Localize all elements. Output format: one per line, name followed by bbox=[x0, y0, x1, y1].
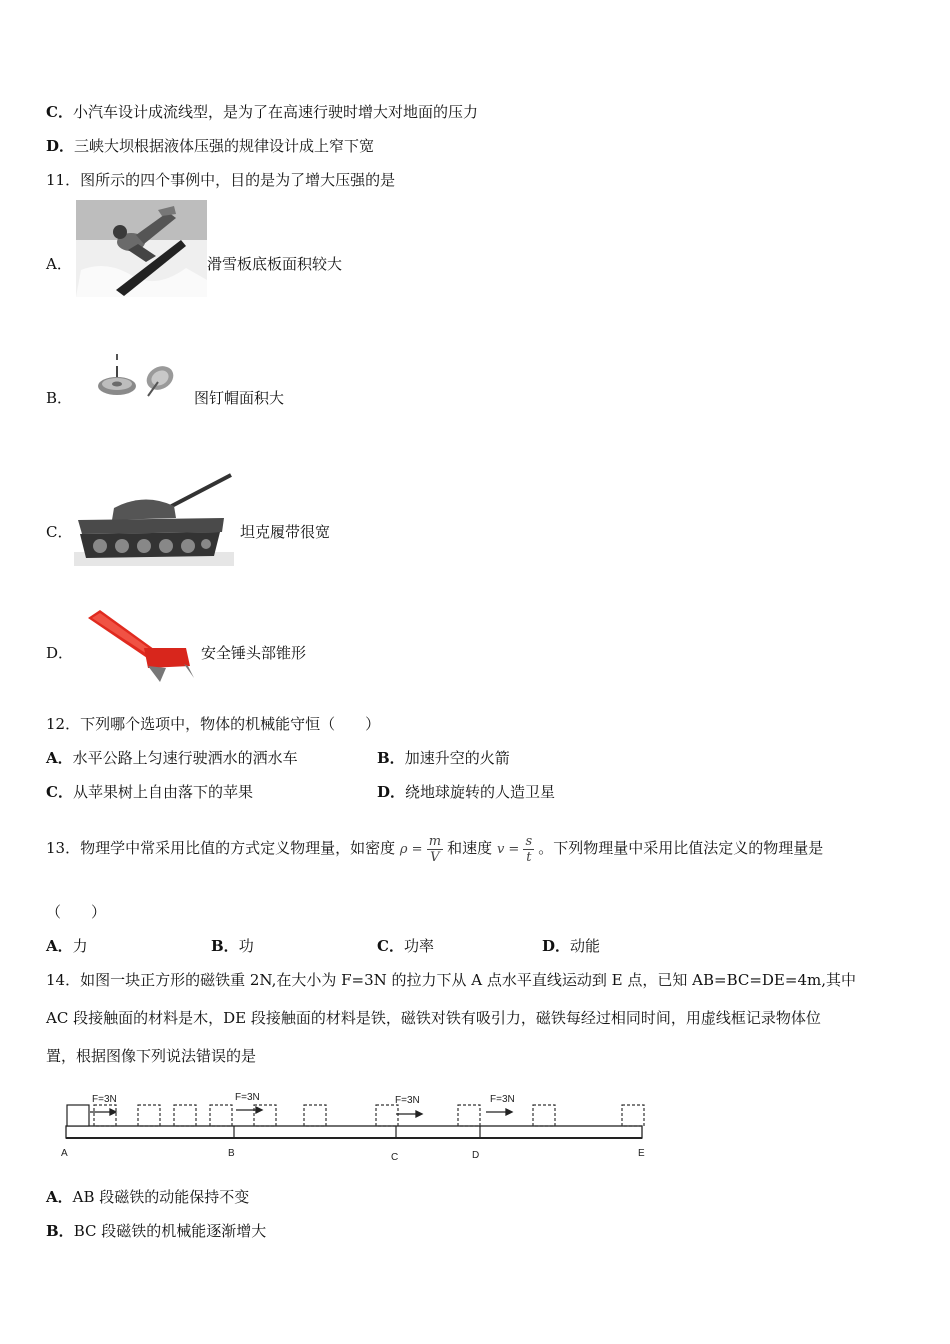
option-label: A． bbox=[46, 749, 73, 767]
q13-option-b bbox=[211, 936, 254, 956]
q13-stem-part3: 。下列物理量中采用比值法定义的物理量是 bbox=[538, 839, 824, 857]
density-denominator: V bbox=[430, 850, 440, 865]
option-label: A． bbox=[46, 1188, 73, 1206]
option-text: 功率 bbox=[403, 937, 434, 955]
density-fraction bbox=[427, 834, 443, 865]
q13-blank: （ ） bbox=[46, 903, 107, 921]
q13-option-d bbox=[542, 936, 600, 956]
q14-line-1: 14．如图一块正方形的磁铁重 2N,在大小为 F=3N 的拉力下从 A 点水平直线运动到 E 点，已知 AB=BC=DE=4m,其中 bbox=[46, 971, 856, 989]
force-label: F=3N bbox=[395, 1095, 420, 1106]
option-label: D． bbox=[542, 937, 571, 955]
q11-option-d-text: 安全锤头部锥形 bbox=[201, 644, 307, 662]
density-lhs: ρ = bbox=[399, 842, 423, 857]
option-text: 从苹果树上自由落下的苹果 bbox=[72, 783, 253, 801]
force-label: F=3N bbox=[490, 1094, 515, 1105]
q13-stem bbox=[46, 822, 823, 876]
q10-option-d bbox=[46, 136, 374, 156]
q11-option-a-text: 滑雪板底板面积较大 bbox=[207, 255, 343, 273]
velocity-numerator: s bbox=[525, 834, 533, 849]
option-label: B． bbox=[46, 1222, 74, 1240]
option-label: A． bbox=[46, 937, 73, 955]
q11-option-d-label: D． bbox=[46, 644, 74, 662]
q11-option-a-label: A． bbox=[46, 255, 72, 273]
q12-option-c bbox=[46, 782, 253, 802]
point-label: A bbox=[61, 1148, 68, 1159]
point-label: B bbox=[228, 1148, 235, 1159]
point-label: D bbox=[472, 1150, 480, 1161]
point-label: E bbox=[638, 1148, 645, 1159]
option-text: AB 段磁铁的动能保持不变 bbox=[72, 1188, 250, 1206]
q14-option-b bbox=[46, 1221, 266, 1241]
tank-photo bbox=[74, 472, 234, 566]
point-label: C bbox=[391, 1152, 399, 1163]
option-label: C． bbox=[46, 783, 73, 801]
q12-option-a bbox=[46, 748, 298, 768]
option-text: 动能 bbox=[570, 937, 601, 955]
velocity-formula bbox=[496, 834, 538, 865]
magnet-motion-figure bbox=[58, 1088, 658, 1168]
q12-option-d bbox=[377, 782, 555, 802]
option-text: 绕地球旋转的人造卫星 bbox=[405, 783, 556, 801]
q10-option-c bbox=[46, 102, 478, 122]
option-text: 水平公路上匀速行驶洒水的洒水车 bbox=[72, 749, 298, 767]
velocity-fraction bbox=[523, 834, 534, 865]
density-formula bbox=[399, 834, 447, 865]
q11-option-b-label: B． bbox=[46, 389, 73, 407]
q14-line-2: AC 段接触面的材料是木，DE 段接触面的材料是铁，磁铁对铁有吸引力，磁铁每经过相同时间，用虚线框记录物体位 bbox=[46, 1009, 821, 1027]
q13-stem-part2: 和速度 bbox=[447, 839, 493, 857]
q12-stem: 12．下列哪个选项中，物体的机械能守恒（ ） bbox=[46, 715, 381, 733]
density-numerator: m bbox=[428, 834, 442, 849]
thumbtack-photo bbox=[96, 352, 186, 404]
q14-line-3: 置，根据图像下列说法错误的是 bbox=[46, 1047, 257, 1065]
option-text: 功 bbox=[238, 937, 254, 955]
q11-option-b-text: 图钉帽面积大 bbox=[194, 389, 285, 407]
q12-option-b bbox=[377, 748, 510, 768]
q14-option-a bbox=[46, 1187, 249, 1207]
option-text: 加速升空的火箭 bbox=[404, 749, 510, 767]
force-label: F=3N bbox=[92, 1094, 117, 1105]
option-label: B． bbox=[211, 937, 239, 955]
q11-option-c-label: C． bbox=[46, 523, 73, 541]
q11-option-c-text: 坦克履带很宽 bbox=[240, 523, 331, 541]
option-text: 三峡大坝根据液体压强的规律设计成上窄下宽 bbox=[74, 137, 375, 155]
snowboarder-photo bbox=[76, 200, 207, 297]
q13-stem-part1: 13．物理学中常采用比值的方式定义物理量，如密度 bbox=[46, 839, 396, 857]
option-text: 力 bbox=[72, 937, 88, 955]
option-label: D． bbox=[377, 783, 406, 801]
option-label: C． bbox=[46, 103, 73, 121]
option-text: 小汽车设计成流线型，是为了在高速行驶时增大对地面的压力 bbox=[72, 103, 478, 121]
option-text: BC 段磁铁的机械能逐渐增大 bbox=[73, 1222, 267, 1240]
velocity-denominator: t bbox=[526, 850, 532, 865]
option-label: D． bbox=[46, 137, 75, 155]
q13-option-a bbox=[46, 936, 88, 956]
option-label: C． bbox=[377, 937, 404, 955]
safety-hammer-photo bbox=[86, 608, 198, 688]
q13-option-c bbox=[377, 936, 434, 956]
velocity-lhs: v = bbox=[496, 842, 520, 857]
force-label: F=3N bbox=[235, 1092, 260, 1103]
option-label: B． bbox=[377, 749, 405, 767]
q11-stem: 11．图所示的四个事例中，目的是为了增大压强的是 bbox=[46, 171, 396, 189]
